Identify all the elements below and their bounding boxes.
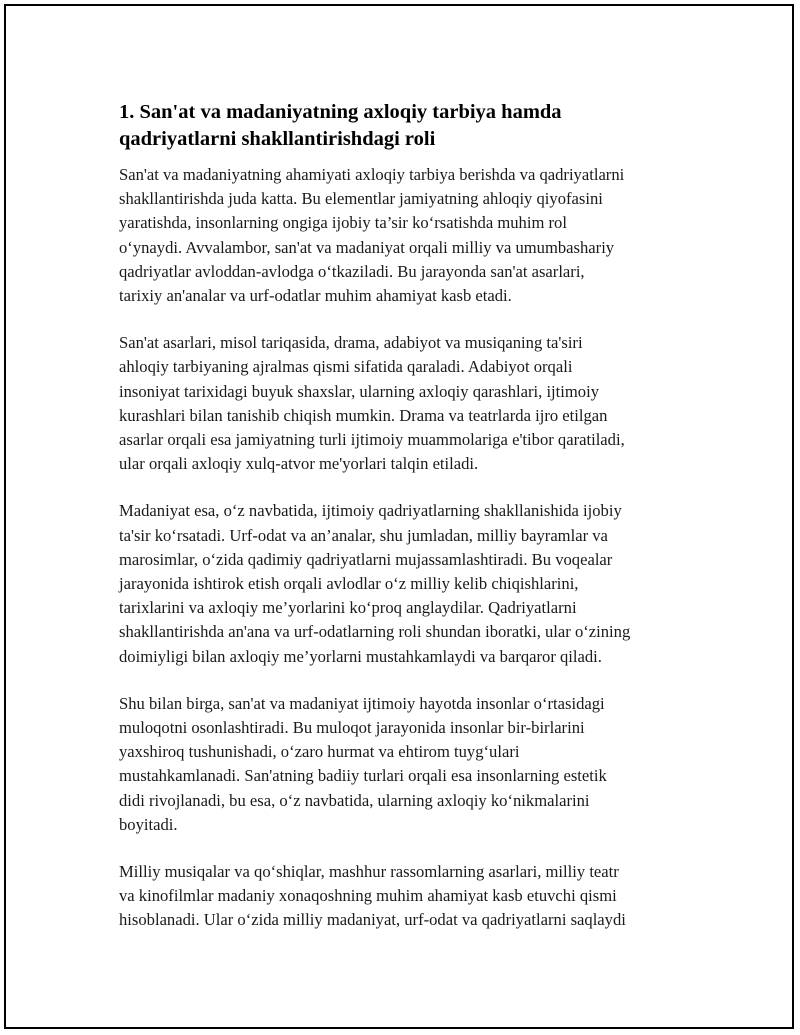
paragraph (119, 499, 699, 668)
paragraph-line: qadriyatlar avloddan-avlodga o‘tkaziladi. Bu jarayonda san'at asarlari, (119, 261, 585, 281)
paragraph-line: Milliy musiqalar va qo‘shiqlar, mashhur rassomlarning asarlari, milliy teatr (119, 862, 619, 882)
paragraph-line: shakllantirishda an'ana va urf-odatlarning roli shundan iboratki, ular o‘zining (119, 622, 631, 642)
section-title-line: 1. San'at va madaniyatning axloqiy tarbiya hamda (119, 101, 562, 123)
paragraph-line: ta'sir ko‘rsatadi. Urf-odat va an’analar, shu jumladan, milliy bayramlar va (119, 525, 608, 545)
section-title (119, 99, 699, 153)
paragraph (119, 163, 699, 308)
paragraph-line: Madaniyat esa, o‘z navbatida, ijtimoiy qadriyatlarning shakllanishida ijobiy (119, 501, 622, 521)
paragraph-line: muloqotni osonlashtiradi. Bu muloqot jarayonida insonlar bir-birlarini (119, 718, 585, 738)
paragraph-line: o‘ynaydi. Avvalambor, san'at va madaniyat orqali milliy va umumbashariy (119, 237, 615, 257)
paragraph-line: Shu bilan birga, san'at va madaniyat ijtimoiy hayotda insonlar o‘rtasidagi (119, 693, 605, 713)
section-title-line: qadriyatlarni shakllantirishdagi roli (119, 128, 436, 150)
paragraph-line: kurashlari bilan tanishib chiqish mumkin. Drama va teatrlarda ijro etilgan (119, 405, 608, 425)
paragraph-line: didi rivojlanadi, bu esa, o‘z navbatida, ularning axloqiy ko‘nikmalarini (119, 790, 590, 810)
paragraph-line: hisoblanadi. Ular o‘zida milliy madaniyat, urf-odat va qadriyatlarni saqlaydi (119, 910, 626, 930)
paragraph-line: ular orqali axloqiy xulq-atvor me'yorlari talqin etiladi. (119, 454, 479, 474)
paragraph (119, 692, 699, 837)
paragraph-line: mustahkamlanadi. San'atning badiiy turlari orqali esa insonlarning estetik (119, 766, 607, 786)
paragraph-line: tarixlarini va axloqiy me’yorlarini ko‘proq anglaydilar. Qadriyatlarni (119, 598, 577, 618)
paragraph (119, 331, 699, 476)
paragraph-line: marosimlar, o‘zida qadimiy qadriyatlarni mujassamlashtiradi. Bu voqealar (119, 549, 613, 569)
paragraph-line: asarlar orqali esa jamiyatning turli ijtimoiy muammolariga e'tibor qaratiladi, (119, 430, 625, 450)
document-body (119, 99, 699, 956)
paragraph-line: tarixiy an'analar va urf-odatlar muhim ahamiyat kasb etadi. (119, 286, 512, 306)
paragraph-line: boyitadi. (119, 814, 178, 834)
paragraph-line: San'at asarlari, misol tariqasida, drama, adabiyot va musiqaning ta'siri (119, 333, 583, 353)
paragraph-line: insoniyat tarixidagi buyuk shaxslar, ularning axloqiy qarashlari, ijtimoiy (119, 381, 600, 401)
paragraph-line: shakllantirishda juda katta. Bu elementlar jamiyatning ahloqiy qiyofasini (119, 189, 603, 209)
paragraph-line: jarayonida ishtirok etish orqali avlodlar o‘z milliy kelib chiqishlarini, (119, 574, 579, 594)
paragraph-line: doimiyligi bilan axloqiy me’yorlarni mustahkamlaydi va barqaror qiladi. (119, 646, 602, 666)
page-frame (4, 4, 794, 1029)
paragraph-line: yaxshiroq tushunishadi, o‘zaro hurmat va ehtirom tuyg‘ulari (119, 742, 520, 762)
paragraph (119, 860, 699, 933)
paragraph-line: yaratishda, insonlarning ongiga ijobiy ta’sir ko‘rsatishda muhim rol (119, 213, 567, 233)
paragraph-line: San'at va madaniyatning ahamiyati axloqiy tarbiya berishda va qadriyatlarni (119, 165, 625, 184)
paragraph-line: ahloqiy tarbiyaning ajralmas qismi sifatida qaraladi. Adabiyot orqali (119, 357, 573, 377)
paragraph-line: va kinofilmlar madaniy xonaqoshning muhim ahamiyat kasb etuvchi qismi (119, 886, 617, 906)
